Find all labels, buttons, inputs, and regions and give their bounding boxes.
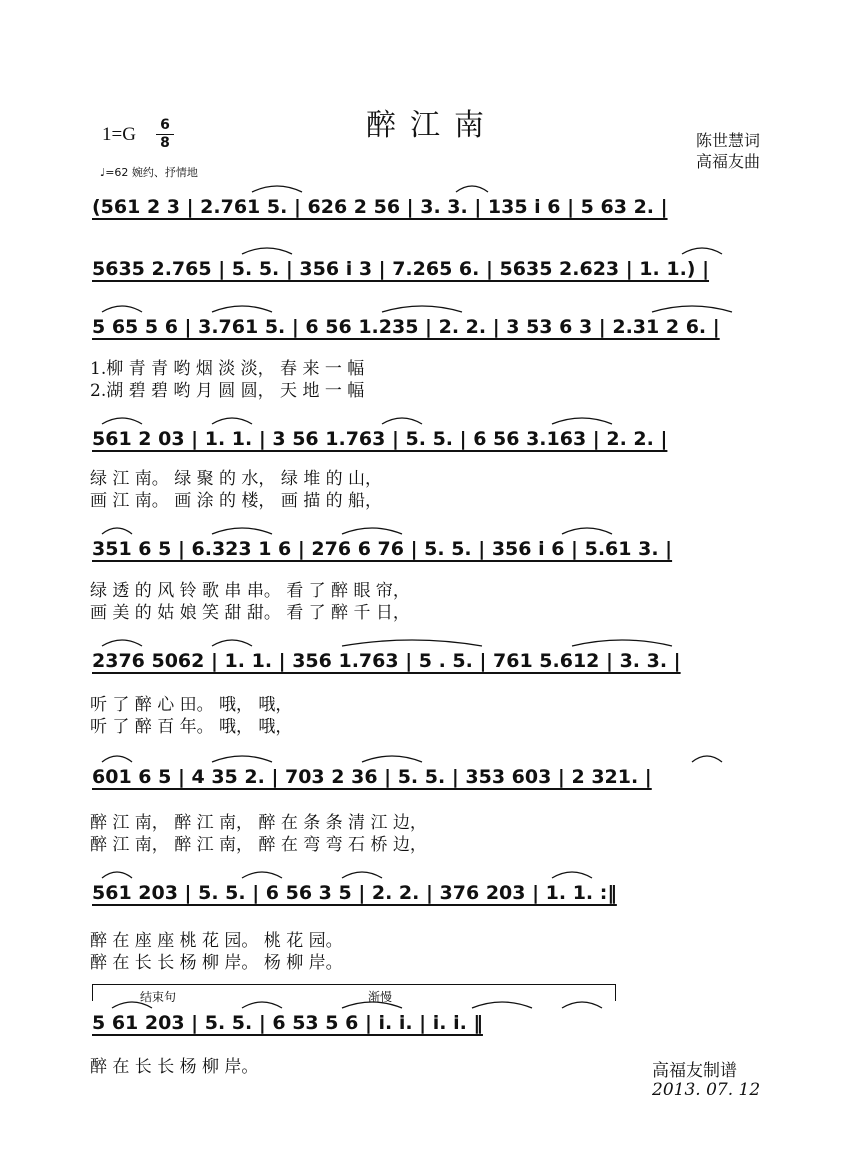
song-title: 醉江南 (366, 108, 498, 143)
lyric-verse-1-line-4: 绿 江 南。 绿 聚 的 水， 绿 堆 的 山， (90, 469, 383, 489)
meter-top: 6 (160, 117, 170, 133)
staff-line-3 (92, 300, 782, 360)
arrangement-date: 2013. 07. 12 (652, 1080, 761, 1100)
staff-notes: 5 65 5 6 | 3.761 5. | 6 56 1.235 | 2. 2. | 3 53 6 3 | 2.31 2 6. | (92, 316, 720, 338)
lyric-verse-1-line-5: 绿 透 的 风 铃 歌 串 串。 看 了 醉 眼 帘， (90, 581, 410, 601)
staff-line-6 (92, 634, 782, 694)
staff-line-8 (92, 866, 782, 926)
lyric-verse-2-line-6: 听 了 醉 百 年。 哦， 哦， (90, 717, 293, 737)
staff-notes: 561 203 | 5. 5. | 6 56 3 5 | 2. 2. | 376 203 | 1. 1. :‖ (92, 882, 617, 904)
lyric-verse-1-line-7: 醉 江 南， 醉 江 南， 醉 在 条 条 清 江 边， (90, 813, 427, 833)
lyric-verse-2-line-3: 2.湖 碧 碧 哟 月 圆 圆， 天 地 一 幅 (90, 381, 365, 401)
lyric-verse-2-line-5: 画 美 的 姑 娘 笑 甜 甜。 看 了 醉 千 日， (90, 603, 410, 623)
lyric-verse-1-line-6: 听 了 醉 心 田。 哦， 哦， (90, 695, 293, 715)
tempo-marking: ♩=62 婉约、抒情地 (100, 166, 198, 179)
staff-line-1 (92, 180, 782, 240)
composer-credit: 高福友曲 (696, 152, 761, 171)
staff-line-5 (92, 522, 782, 582)
staff-notes: 561 2 03 | 1. 1. | 3 56 1.763 | 5. 5. | 6 56 3.163 | 2. 2. | (92, 428, 668, 450)
ritardando-label: 渐慢 (368, 990, 393, 1004)
lyricist-credit: 陈世慧词 (696, 131, 761, 150)
staff-line-4 (92, 412, 782, 472)
staff-notes: 5635 2.765 | 5. 5. | 356 i 3 | 7.265 6. | 5635 2.623 | 1. 1.) | (92, 258, 710, 280)
time-signature (156, 118, 174, 151)
staff-notes: (561 2 3 | 2.761 5. | 626 2 56 | 3. 3. | 135 i 6 | 5 63 2. | (92, 196, 668, 218)
staff-line-7 (92, 750, 782, 810)
lyric-verse-2-line-8: 醉 在 长 长 杨 柳 岸。 杨 柳 岸。 (90, 953, 343, 973)
lyric-verse-1-line-8: 醉 在 座 座 桃 花 园。 桃 花 园。 (90, 931, 343, 951)
lyric-coda-line: 醉 在 长 长 杨 柳 岸。 (90, 1057, 259, 1077)
staff-notes: 351 6 5 | 6.323 1 6 | 276 6 76 | 5. 5. | 356 i 6 | 5.61 3. | (92, 538, 673, 560)
staff-line-9 (92, 996, 782, 1056)
staff-notes: 601 6 5 | 4 35 2. | 703 2 36 | 5. 5. | 353 603 | 2 321. | (92, 766, 652, 788)
staff-notes: 5 61 203 | 5. 5. | 6 53 5 6 | i. i. | i. i. ‖ (92, 1012, 483, 1034)
arranger-credit: 高福友制谱 (652, 1061, 737, 1081)
meter-bottom: 8 (160, 135, 170, 151)
key-signature: 1=G (102, 124, 136, 145)
ending-label: 结束句 (140, 990, 177, 1004)
staff-line-2 (92, 242, 782, 302)
lyric-verse-2-line-4: 画 江 南。 画 涂 的 楼， 画 描 的 船， (90, 491, 383, 511)
lyric-verse-2-line-7: 醉 江 南， 醉 江 南， 醉 在 弯 弯 石 桥 边， (90, 835, 427, 855)
staff-notes: 2376 5062 | 1. 1. | 356 1.763 | 5 . 5. | 761 5.612 | 3. 3. | (92, 650, 681, 672)
lyric-verse-1-line-3: 1.柳 青 青 哟 烟 淡 淡， 春 来 一 幅 (90, 359, 365, 379)
